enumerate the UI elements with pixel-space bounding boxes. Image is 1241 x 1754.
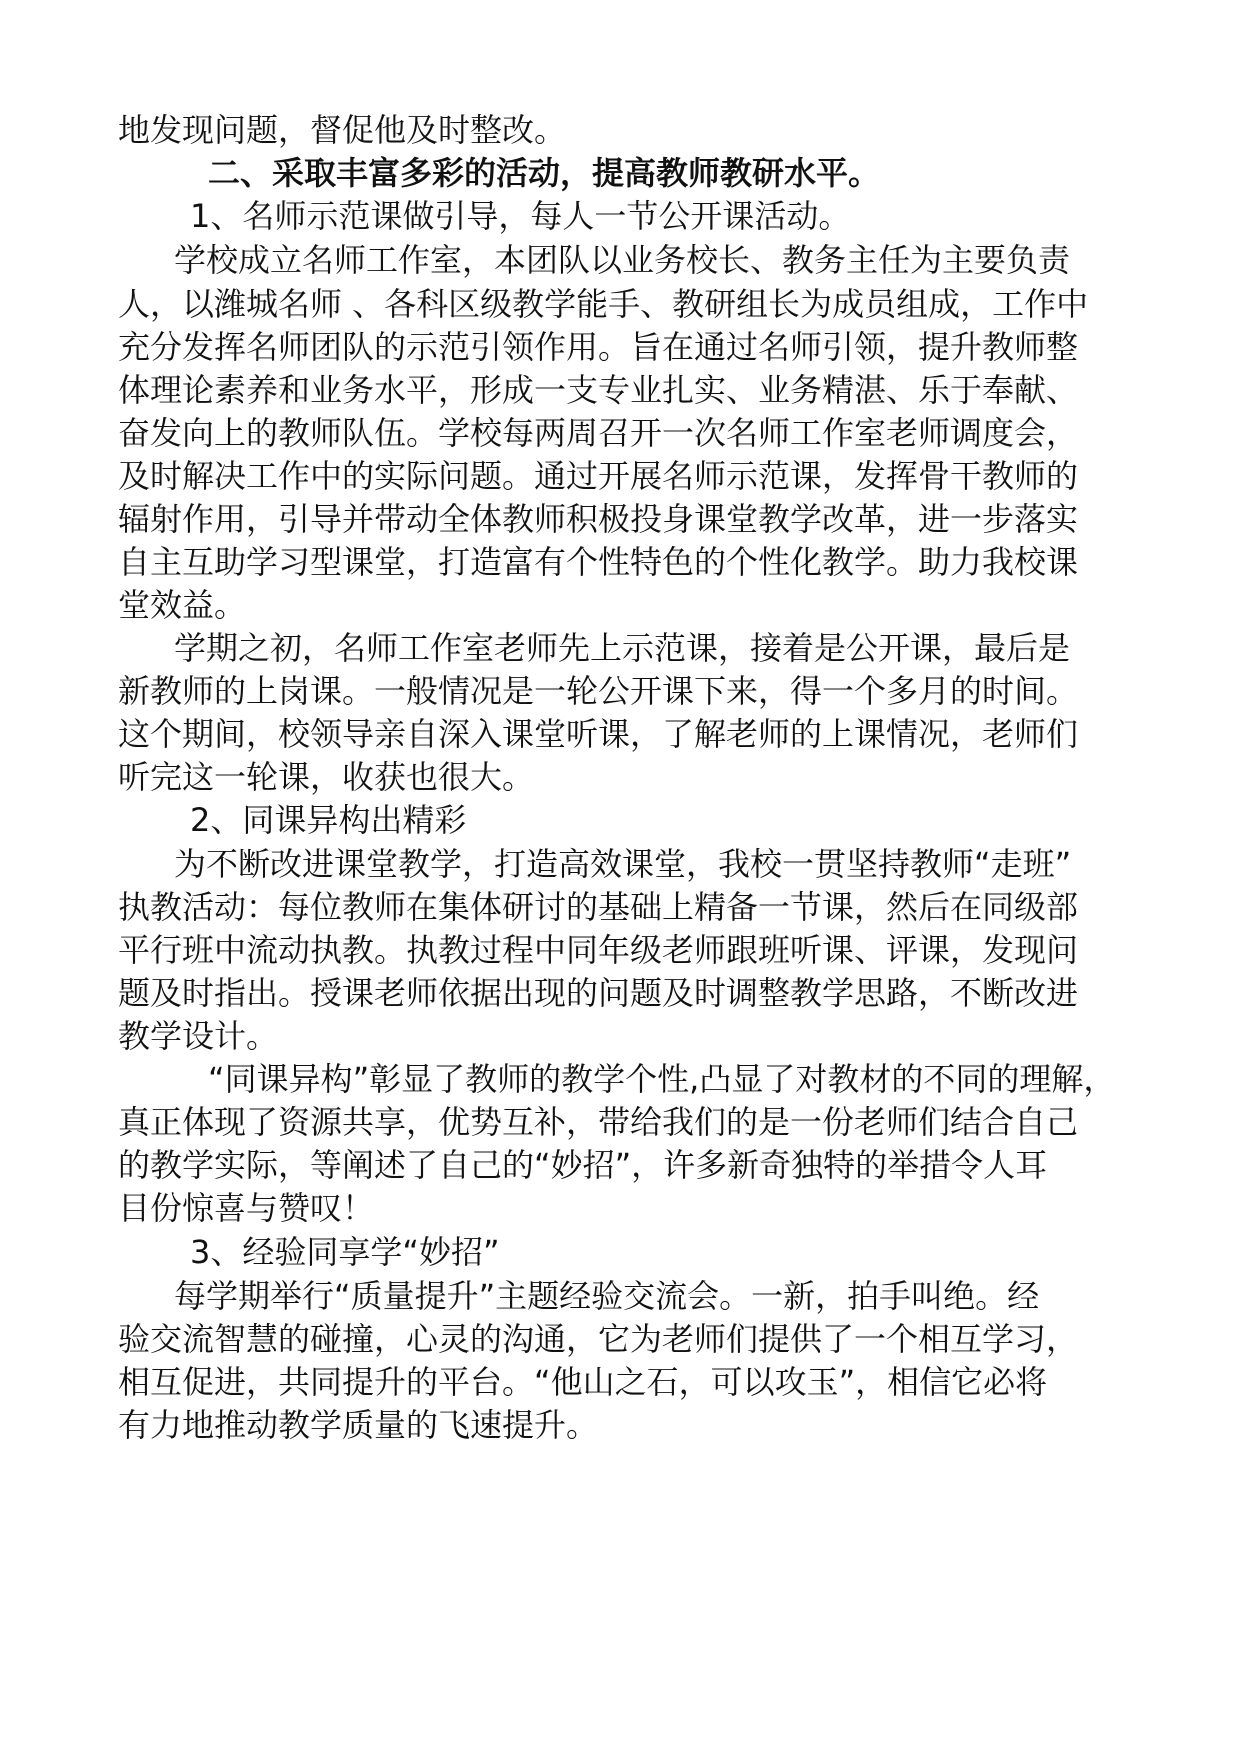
text-line: 真正体现了资源共享，优势互补，带给我们的是一份老师们结合自己 (118, 1103, 1079, 1141)
text-line: 学期之初，名师工作室老师先上示范课，接着是公开课，最后是 (174, 629, 1071, 667)
text-line: 相互促进，共同提升的平台。“他山之石，可以攻玉”，相信它必将 (118, 1363, 1048, 1401)
text-line: 这个期间，校领导亲自深入课堂听课，了解老师的上课情况，老师们 (118, 715, 1079, 753)
text-line: 体理论素养和业务水平，形成一支专业扎实、业务精湛、乐于奉献、 (118, 371, 1079, 409)
text-line: 目份惊喜与赞叹！ (118, 1189, 375, 1227)
text-line: 辐射作用，引导并带动全体教师积极投身课堂教学改革，进一步落实 (118, 500, 1079, 538)
text-line: 有力地推动教学质量的飞速提升。 (118, 1406, 599, 1444)
text-line: 新教师的上岗课。一般情况是一轮公开课下来，得一个多月的时间。 (118, 672, 1079, 710)
text-line: 每学期举行“质量提升”主题经验交流会。一新，拍手叫绝。经 (174, 1277, 1040, 1315)
text-line: 及时解决工作中的实际问题。通过开展名师示范课，发挥骨干教师的 (118, 457, 1079, 495)
text-line: 验交流智慧的碰撞，心灵的沟通，它为老师们提供了一个相互学习， (118, 1320, 1079, 1358)
text-line: “同课异构”彰显了教师的教学个性,凸显了对教材的不同的理解， (208, 1060, 1116, 1098)
text-line: 学校成立名师工作室，本团队以业务校长、教务主任为主要负责 (174, 241, 1071, 279)
text-line: 奋发向上的教师队伍。学校每两周召开一次名师工作室老师调度会， (118, 414, 1079, 452)
text-line: 堂效益。 (118, 586, 247, 624)
subsection-heading: 3、经验同享学“妙招” (190, 1233, 500, 1271)
subsection-heading: 1、名师示范课做引导，每人一节公开课活动。 (190, 197, 851, 235)
text-line: 人，以潍城名师 、各科区级教学能手、教研组长为成员组成，工作中 (118, 285, 1089, 323)
text-line: 自主互助学习型课堂，打造富有个性特色的个性化教学。助力我校课 (118, 543, 1079, 581)
text-line: 题及时指出。授课老师依据出现的问题及时调整教学思路，不断改进 (118, 974, 1079, 1012)
text-line: 教学设计。 (118, 1017, 279, 1055)
text-line: 的教学实际，等阐述了自己的“妙招”，许多新奇独特的举措令人耳 (118, 1146, 1048, 1184)
text-line: 听完这一轮课，收获也很大。 (118, 758, 535, 796)
text-line: 充分发挥名师团队的示范引领作用。旨在通过名师引领，提升教师整 (118, 328, 1079, 366)
subsection-heading: 2、同课异构出精彩 (190, 801, 467, 839)
text-line: 执教活动：每位教师在集体研讨的基础上精备一节课，然后在同级部 (118, 888, 1079, 926)
section-heading: 二、采取丰富多彩的活动，提高教师教研水平。 (208, 154, 881, 192)
text-line: 为不断改进课堂教学，打造高效课堂，我校一贯坚持教师“走班” (174, 845, 1072, 883)
text-line: 平行班中流动执教。执教过程中同年级老师跟班听课、评课，发现问 (118, 931, 1079, 969)
text-line: 地发现问题，督促他及时整改。 (118, 111, 567, 149)
